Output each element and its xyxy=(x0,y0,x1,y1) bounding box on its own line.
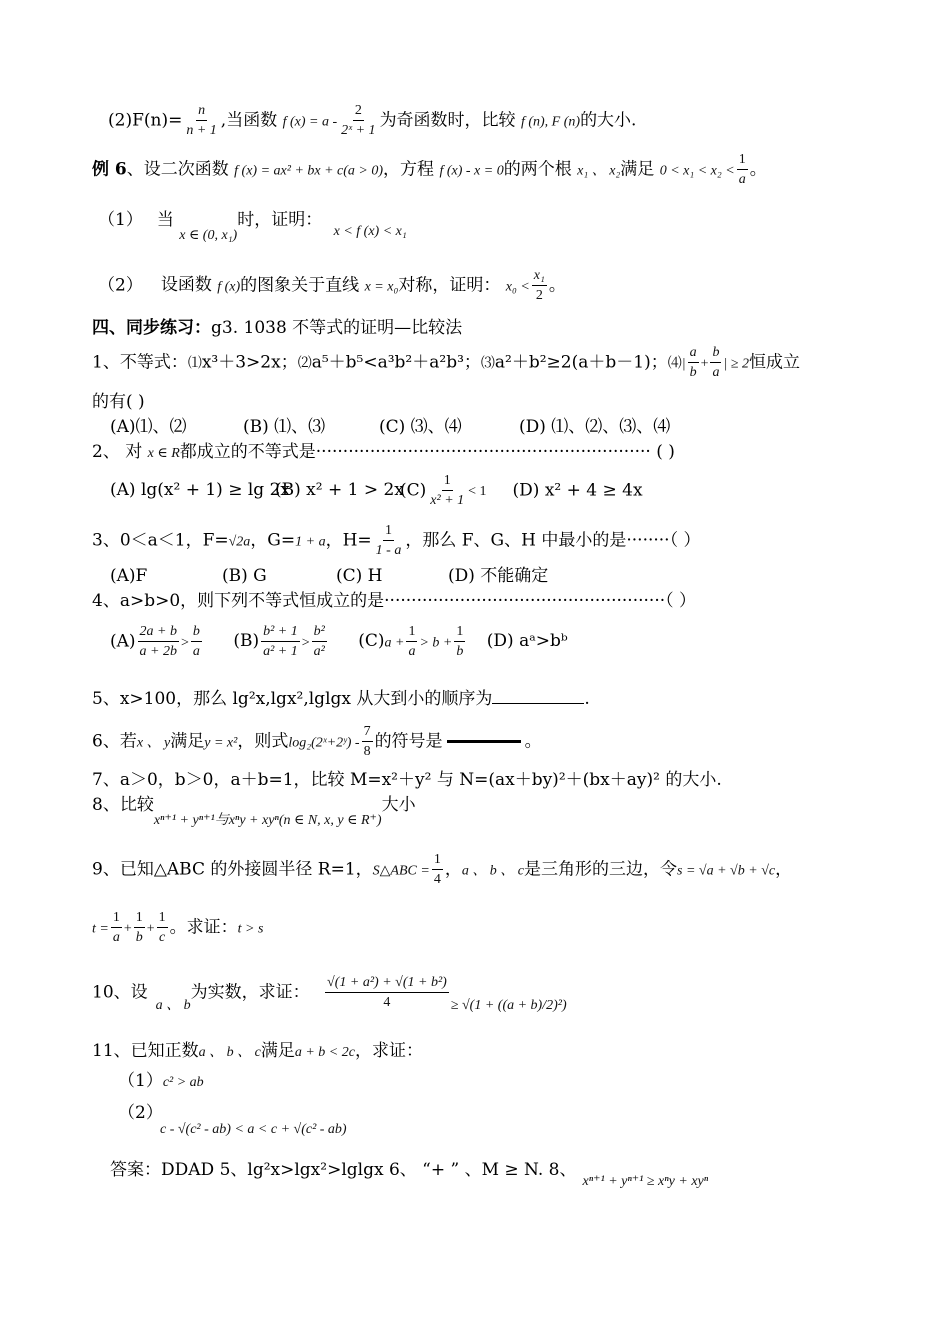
answer-blank[interactable] xyxy=(492,703,584,704)
question-10: 10、设$_{a 、 b}$为实数，求证： $\frac{\text{√(1 + a²) + √(1 + b²)}}{4}$ $_{\ge √(1 + ((a + b)/2)^2)}$ xyxy=(92,975,567,1014)
question-1-line2: 的有( ) xyxy=(92,392,145,412)
example6-q2: （2） 设函数 f (x)的图象关于直线 x = x₀对称，证明： x₀ < $\frac{\text{x₁}}{2}$ 。 xyxy=(98,268,566,304)
question-11-part2-label: （2） xyxy=(118,1103,163,1123)
question-3-options: (A)F (B) G (C) H (D) 不能确定 xyxy=(110,566,549,586)
question-1-options: (A)⑴、⑵ (B) ⑴、⑶ (C) ⑶、⑷ (D) ⑴、⑵、⑶、⑷ xyxy=(110,417,671,437)
part2-line: (2)F(n)= $\frac{n}{n + 1}$ ,当函数 f (x) = a - $\frac{2}{\text{2ˣ + 1}}$ 为奇函数时，比较 f (n), F (n)的大小. xyxy=(108,103,637,139)
question-8: 8、比较$_{x^{n+1} + y^{n+1}与x^ny + xy^n(n \in N, x, y \in R^+)}$大小 xyxy=(92,795,416,828)
question-4: 4、a>b>0，则下列不等式恒成立的是····················································（ ） xyxy=(92,591,697,611)
example6-line: 例 6、设二次函数 f (x) = ax² + bx + c(a > 0)，方程 f (x) - x = 0的两个根 x₁ 、 x₂满足 0 < x₁ < x₂ < $\frac{1}{a}$ 。 xyxy=(92,152,767,188)
question-11-part2: c - √(c² - ab) < a < c + √(c² - ab) xyxy=(160,1122,347,1137)
question-7: 7、a＞0，b＞0，a＋b=1，比较 M=x²＋y² 与 N=(ax＋by)²＋(bx＋ay)² 的大小. xyxy=(92,770,722,790)
question-2: 2、 对 x ∈ R都成立的不等式是······························································ ( ) xyxy=(92,442,675,462)
question-9-line2: t = $\frac{1}{a}$ + $\frac{1}{b}$ + $\frac{1}{c}$ 。求证：t > s xyxy=(92,910,264,946)
question-6: 6、若x 、 y满足y = x²，则式log₂(2ˣ+2ʸ) - $\frac{7}{8}$ 的符号是 。 xyxy=(92,724,542,760)
question-3: 3、0＜a＜1，F=√2a，G=1 + a，H= $\frac{1}{1 - a}$ ，那么 F、G、H 中最小的是········（ ） xyxy=(92,523,701,559)
fraction: $\frac{2}{\text{2ˣ + 1}}$ xyxy=(341,103,376,139)
section4-title: 四、同步练习：g3. 1038 不等式的证明—比较法 xyxy=(92,318,463,338)
fraction: $\frac{n}{n + 1}$ xyxy=(186,103,217,139)
question-11: 11、已知正数a 、 b 、 c满足a + b < 2c，求证： xyxy=(92,1041,423,1061)
answer-line: 答案：DDAD 5、lg²x>lgx²>lglgx 6、 “+ ” 、M ≥ N. 8、$_{x^{n+1} + y^{n+1} \ge x^ny + xy^n}$ xyxy=(110,1160,709,1189)
question-4-options: (A) $\frac{2a + b}{a + 2b}$ > $\frac{b}{a}$ (B) $\frac{\text{b² + 1}}{\text{a² + 1}}$ > $\frac{\text{b²}}{\text{a²}}$ (C)a + $\frac{1}{a}$ > b + $\frac{1}{b}$ (D) aᵃ>bᵇ xyxy=(110,624,568,660)
question-1: 1、不等式：⑴x³＋3>2x；⑵a⁵＋b⁵<a³b²＋a²b³；⑶a²＋b²≥2(a＋b－1)；⑷| $\frac{a}{b}$ + $\frac{b}{a}$ | ≥ 2恒成立 xyxy=(92,345,801,381)
example6-q1: （1） 当 $_{x \in (0, x_1)}$时，证明： $_{x < f (x) < x_1}$ xyxy=(98,210,407,243)
answer-blank[interactable] xyxy=(447,740,521,743)
question-5: 5、x>100，那么 lg²x,lgx²,lglgx 从大到小的顺序为 . xyxy=(92,689,590,709)
question-2-options: (A) lg(x² + 1) ≥ lg 2x(B) x² + 1 > 2x(C) $\frac{1}{\text{x² + 1}}$ < 1 (D) x² + 4 ≥ 4x xyxy=(110,473,643,509)
question-9: 9、已知△ABC 的外接圆半径 R=1，S△ABC = $\frac{1}{4}$ ，a 、 b 、 c是三角形的三边，令s = √a + √b + √c， xyxy=(92,852,793,888)
question-11-part1: （1）c² > ab xyxy=(118,1071,204,1091)
